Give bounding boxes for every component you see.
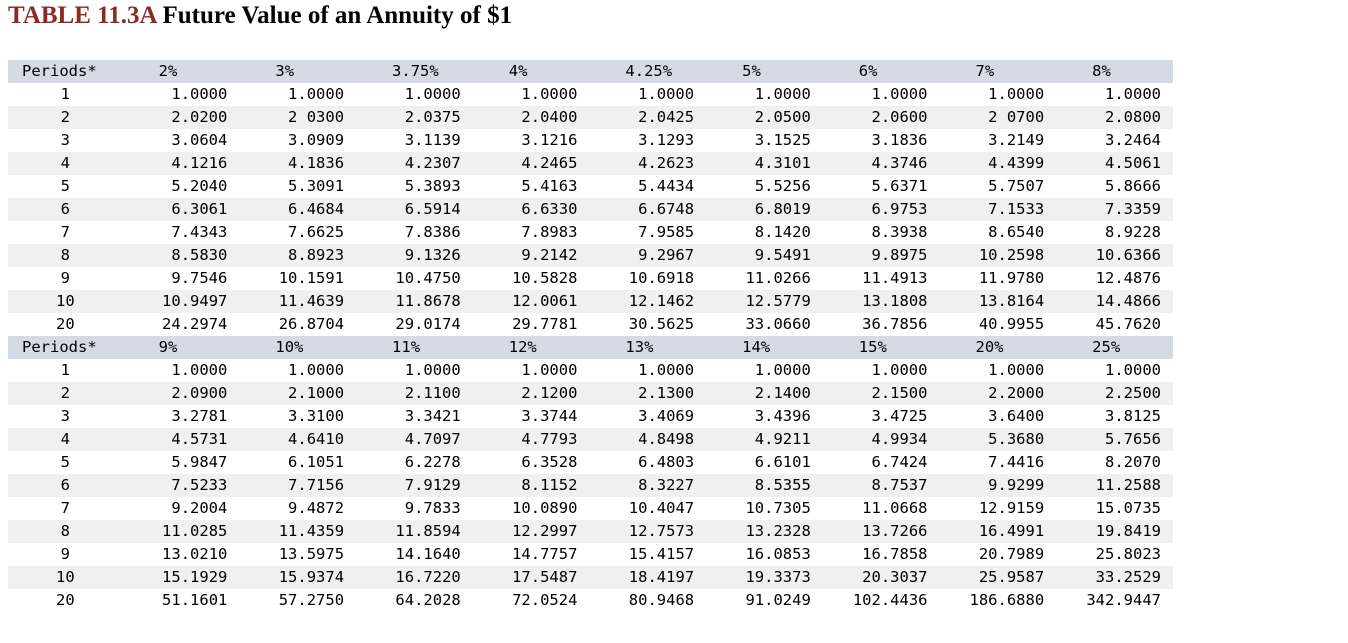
value-cell: 6.3528 bbox=[521, 453, 578, 471]
value-cell: 2.0375 bbox=[356, 106, 473, 129]
value-cell: 10.5828 bbox=[512, 269, 578, 287]
value-cell: 15.0735 bbox=[1095, 499, 1161, 517]
value-cell: 8.3938 bbox=[871, 223, 928, 241]
value-cell: 7.9585 bbox=[638, 223, 695, 241]
value-cell: 6.4684 bbox=[239, 198, 356, 221]
header-row bbox=[8, 60, 1173, 83]
value-cell: 8.7537 bbox=[823, 474, 940, 497]
table-title bbox=[8, 2, 512, 30]
value-cell: 3.1293 bbox=[638, 131, 695, 149]
value-cell: 24.2974 bbox=[162, 315, 228, 333]
value-cell: 3.2781 bbox=[171, 407, 228, 425]
value-cell: 4.3101 bbox=[706, 152, 823, 175]
value-cell: 10.4047 bbox=[628, 499, 695, 517]
table-number-label: TABLE 11.3A bbox=[8, 2, 157, 29]
value-cell: 16.4991 bbox=[939, 520, 1056, 543]
value-cell: 5.5256 bbox=[754, 177, 811, 195]
value-cell: 17.5487 bbox=[473, 566, 590, 589]
value-cell: 10.6366 bbox=[1056, 244, 1173, 267]
value-cell: 9.2004 bbox=[171, 499, 228, 517]
value-cell: 102.4436 bbox=[852, 591, 928, 609]
value-cell: 2.0800 bbox=[1056, 106, 1173, 129]
value-cell: 13.2328 bbox=[706, 520, 823, 543]
value-cell: 10.4750 bbox=[395, 269, 461, 287]
value-cell: 6.9753 bbox=[823, 198, 940, 221]
value-cell: 7.5233 bbox=[123, 474, 240, 497]
value-cell: 16.0853 bbox=[745, 545, 811, 563]
period-cell: 20 bbox=[56, 591, 75, 609]
value-cell: 11.0285 bbox=[123, 520, 240, 543]
value-cell: 13.5975 bbox=[278, 545, 345, 563]
value-cell: 1.0000 bbox=[288, 361, 345, 379]
table-row bbox=[8, 267, 1173, 290]
rate-header: 25% bbox=[1056, 336, 1173, 359]
value-cell: 5.7656 bbox=[1056, 428, 1173, 451]
value-cell: 80.9468 bbox=[628, 591, 695, 609]
table-row bbox=[8, 290, 1173, 313]
value-cell: 7.8983 bbox=[521, 223, 578, 241]
rate-header: 3.75% bbox=[356, 60, 473, 83]
value-cell: 4.2307 bbox=[356, 152, 473, 175]
value-cell: 5.8666 bbox=[1105, 177, 1161, 195]
value-cell: 3.4069 bbox=[638, 407, 695, 425]
period-cell: 9 bbox=[60, 269, 70, 287]
value-cell: 15.4157 bbox=[628, 545, 695, 563]
rate-header: 14% bbox=[706, 336, 823, 359]
value-cell: 5.2040 bbox=[171, 177, 228, 195]
value-cell: 4.3746 bbox=[823, 152, 940, 175]
value-cell: 8.2070 bbox=[1105, 453, 1161, 471]
value-cell: 3.2149 bbox=[988, 131, 1045, 149]
value-cell: 25.9587 bbox=[939, 566, 1056, 589]
value-cell: 14.4866 bbox=[1056, 290, 1173, 313]
value-cell: 36.7856 bbox=[862, 315, 928, 333]
table-row bbox=[8, 451, 1173, 474]
value-cell: 30.5625 bbox=[628, 315, 695, 333]
value-cell: 6.7424 bbox=[871, 453, 928, 471]
value-cell: 8.5830 bbox=[123, 244, 240, 267]
value-cell: 5.7507 bbox=[988, 177, 1045, 195]
period-cell: 5 bbox=[60, 177, 70, 195]
annuity-table bbox=[8, 60, 1173, 612]
value-cell: 3.1139 bbox=[404, 131, 461, 149]
value-cell: 4.7097 bbox=[356, 428, 473, 451]
value-cell: 2 0300 bbox=[239, 106, 356, 129]
value-cell: 3.6400 bbox=[988, 407, 1045, 425]
period-cell: 20 bbox=[56, 315, 75, 333]
rate-header: 7% bbox=[939, 60, 1056, 83]
value-cell: 1.0000 bbox=[521, 85, 578, 103]
value-cell: 4.4399 bbox=[939, 152, 1056, 175]
rate-header: 11% bbox=[356, 336, 473, 359]
period-cell: 7 bbox=[60, 223, 70, 241]
value-cell: 4.5061 bbox=[1056, 152, 1173, 175]
value-cell: 9.1326 bbox=[356, 244, 473, 267]
value-cell: 9.4872 bbox=[288, 499, 345, 517]
table-row bbox=[8, 474, 1173, 497]
value-cell: 3.4396 bbox=[754, 407, 811, 425]
value-cell: 40.9955 bbox=[978, 315, 1045, 333]
value-cell: 3.1836 bbox=[871, 131, 928, 149]
value-cell: 9.5491 bbox=[706, 244, 823, 267]
value-cell: 9.7546 bbox=[171, 269, 228, 287]
table-row bbox=[8, 382, 1173, 405]
value-cell: 11.2588 bbox=[1056, 474, 1173, 497]
value-cell: 6.3061 bbox=[123, 198, 240, 221]
rate-header: 9% bbox=[123, 336, 240, 359]
value-cell: 20.7989 bbox=[978, 545, 1045, 563]
table-row bbox=[8, 129, 1173, 152]
value-cell: 13.0210 bbox=[162, 545, 228, 563]
value-cell: 11.4359 bbox=[239, 520, 356, 543]
value-cell: 10.0890 bbox=[512, 499, 578, 517]
value-cell: 4.2623 bbox=[589, 152, 706, 175]
value-cell: 4.8498 bbox=[589, 428, 706, 451]
value-cell: 7.1533 bbox=[939, 198, 1056, 221]
value-cell: 14.7757 bbox=[512, 545, 578, 563]
value-cell: 7.8386 bbox=[404, 223, 461, 241]
value-cell: 6.6101 bbox=[754, 453, 811, 471]
value-cell: 16.7858 bbox=[862, 545, 928, 563]
table-row bbox=[8, 106, 1173, 129]
value-cell: 2.0600 bbox=[823, 106, 940, 129]
value-cell: 2.1500 bbox=[823, 382, 940, 405]
value-cell: 2.2000 bbox=[939, 382, 1056, 405]
value-cell: 16.7220 bbox=[356, 566, 473, 589]
value-cell: 1.0000 bbox=[288, 85, 345, 103]
value-cell: 1.0000 bbox=[404, 85, 461, 103]
value-cell: 91.0249 bbox=[745, 591, 811, 609]
value-cell: 2.2500 bbox=[1056, 382, 1173, 405]
table-row bbox=[8, 198, 1173, 221]
value-cell: 8.1420 bbox=[754, 223, 811, 241]
value-cell: 186.6880 bbox=[969, 591, 1045, 609]
value-cell: 4.7793 bbox=[473, 428, 590, 451]
value-cell: 5.3680 bbox=[939, 428, 1056, 451]
value-cell: 6.6330 bbox=[473, 198, 590, 221]
value-cell: 18.4197 bbox=[589, 566, 706, 589]
value-cell: 13.1808 bbox=[823, 290, 940, 313]
value-cell: 3.4725 bbox=[871, 407, 928, 425]
value-cell: 1.0000 bbox=[754, 361, 811, 379]
table-row bbox=[8, 543, 1173, 566]
value-cell: 25.8023 bbox=[1095, 545, 1161, 563]
period-cell: 7 bbox=[60, 499, 70, 517]
value-cell: 7.7156 bbox=[239, 474, 356, 497]
value-cell: 12.9159 bbox=[978, 499, 1045, 517]
value-cell: 10.2598 bbox=[939, 244, 1056, 267]
value-cell: 2.1300 bbox=[589, 382, 706, 405]
rate-header: 6% bbox=[823, 60, 940, 83]
value-cell: 5.9847 bbox=[171, 453, 228, 471]
value-cell: 33.0660 bbox=[745, 315, 811, 333]
value-cell: 5.3091 bbox=[288, 177, 345, 195]
value-cell: 6.6748 bbox=[589, 198, 706, 221]
periods-header: Periods* bbox=[8, 336, 123, 359]
period-cell: 1 bbox=[60, 85, 70, 103]
period-cell: 4 bbox=[8, 428, 123, 451]
period-cell: 8 bbox=[8, 520, 123, 543]
value-cell: 2.1000 bbox=[239, 382, 356, 405]
value-cell: 4.5731 bbox=[123, 428, 240, 451]
rate-header: 4.25% bbox=[589, 60, 706, 83]
table-row bbox=[8, 175, 1173, 198]
value-cell: 11.8678 bbox=[356, 290, 473, 313]
value-cell: 6.4803 bbox=[638, 453, 695, 471]
value-cell: 12.1462 bbox=[589, 290, 706, 313]
rate-header: 20% bbox=[939, 336, 1056, 359]
value-cell: 7.4343 bbox=[171, 223, 228, 241]
table-row bbox=[8, 152, 1173, 175]
period-cell: 1 bbox=[60, 361, 70, 379]
value-cell: 3.1216 bbox=[521, 131, 578, 149]
value-cell: 7.9129 bbox=[356, 474, 473, 497]
value-cell: 9.2142 bbox=[473, 244, 590, 267]
value-cell: 11.4639 bbox=[239, 290, 356, 313]
value-cell: 2.0200 bbox=[123, 106, 240, 129]
value-cell: 1.0000 bbox=[521, 361, 578, 379]
value-cell: 2.1200 bbox=[473, 382, 590, 405]
table-row bbox=[8, 405, 1173, 428]
value-cell: 4.6410 bbox=[239, 428, 356, 451]
value-cell: 1.0000 bbox=[871, 361, 928, 379]
value-cell: 5.4163 bbox=[521, 177, 578, 195]
table-row bbox=[8, 589, 1173, 612]
value-cell: 7.6625 bbox=[288, 223, 345, 241]
value-cell: 4.1836 bbox=[239, 152, 356, 175]
value-cell: 10.1591 bbox=[278, 269, 345, 287]
value-cell: 64.2028 bbox=[395, 591, 461, 609]
value-cell: 1.0000 bbox=[754, 85, 811, 103]
value-cell: 342.9447 bbox=[1086, 591, 1161, 609]
value-cell: 72.0524 bbox=[512, 591, 578, 609]
table-row bbox=[8, 497, 1173, 520]
value-cell: 2.0425 bbox=[589, 106, 706, 129]
value-cell: 7.4416 bbox=[988, 453, 1045, 471]
value-cell: 1.0000 bbox=[1105, 361, 1161, 379]
rate-header: 3% bbox=[239, 60, 356, 83]
table-row bbox=[8, 221, 1173, 244]
value-cell: 2.0500 bbox=[706, 106, 823, 129]
value-cell: 4.9934 bbox=[823, 428, 940, 451]
value-cell: 12.5779 bbox=[706, 290, 823, 313]
table-row bbox=[8, 359, 1173, 382]
value-cell: 13.8164 bbox=[939, 290, 1056, 313]
value-cell: 33.2529 bbox=[1056, 566, 1173, 589]
value-cell: 11.0266 bbox=[745, 269, 811, 287]
value-cell: 1.0000 bbox=[988, 85, 1045, 103]
value-cell: 3.3421 bbox=[404, 407, 461, 425]
value-cell: 10.9497 bbox=[123, 290, 240, 313]
value-cell: 10.6918 bbox=[628, 269, 695, 287]
rate-header: 10% bbox=[239, 336, 356, 359]
value-cell: 3.2464 bbox=[1105, 131, 1161, 149]
value-cell: 45.7620 bbox=[1095, 315, 1161, 333]
rate-header: 2% bbox=[123, 60, 240, 83]
rate-header: 5% bbox=[706, 60, 823, 83]
period-cell: 2 bbox=[8, 106, 123, 129]
value-cell: 11.4913 bbox=[862, 269, 928, 287]
value-cell: 4.9211 bbox=[706, 428, 823, 451]
value-cell: 1.0000 bbox=[871, 85, 928, 103]
value-cell: 11.9780 bbox=[978, 269, 1045, 287]
period-cell: 3 bbox=[60, 407, 70, 425]
value-cell: 1.0000 bbox=[1105, 85, 1161, 103]
period-cell: 8 bbox=[8, 244, 123, 267]
value-cell: 3.1525 bbox=[754, 131, 811, 149]
value-cell: 6.1051 bbox=[288, 453, 345, 471]
rate-header: 8% bbox=[1056, 60, 1173, 83]
value-cell: 2 0700 bbox=[939, 106, 1056, 129]
period-cell: 2 bbox=[8, 382, 123, 405]
period-cell: 3 bbox=[60, 131, 70, 149]
value-cell: 57.2750 bbox=[278, 591, 345, 609]
value-cell: 15.9374 bbox=[239, 566, 356, 589]
value-cell: 8.3227 bbox=[589, 474, 706, 497]
value-cell: 2.1100 bbox=[356, 382, 473, 405]
value-cell: 1.0000 bbox=[638, 361, 695, 379]
value-cell: 3.3100 bbox=[288, 407, 345, 425]
value-cell: 12.2997 bbox=[473, 520, 590, 543]
value-cell: 3.8125 bbox=[1105, 407, 1161, 425]
value-cell: 14.1640 bbox=[395, 545, 461, 563]
value-cell: 3.0604 bbox=[171, 131, 228, 149]
value-cell: 9.9299 bbox=[939, 474, 1056, 497]
rate-header: 4% bbox=[473, 60, 590, 83]
value-cell: 8.5355 bbox=[706, 474, 823, 497]
value-cell: 9.8975 bbox=[823, 244, 940, 267]
periods-header: Periods* bbox=[8, 60, 123, 83]
value-cell: 1.0000 bbox=[638, 85, 695, 103]
table-row bbox=[8, 313, 1173, 336]
value-cell: 2.1400 bbox=[706, 382, 823, 405]
value-cell: 19.8419 bbox=[1056, 520, 1173, 543]
table-row bbox=[8, 566, 1173, 589]
rate-header: 15% bbox=[823, 336, 940, 359]
value-cell: 1.0000 bbox=[171, 85, 228, 103]
value-cell: 19.3373 bbox=[706, 566, 823, 589]
period-cell: 6 bbox=[8, 474, 123, 497]
value-cell: 29.7781 bbox=[512, 315, 578, 333]
value-cell: 7.3359 bbox=[1056, 198, 1173, 221]
value-cell: 8.6540 bbox=[988, 223, 1045, 241]
value-cell: 29.0174 bbox=[395, 315, 461, 333]
value-cell: 1.0000 bbox=[404, 361, 461, 379]
value-cell: 11.8594 bbox=[356, 520, 473, 543]
value-cell: 5.4434 bbox=[638, 177, 695, 195]
header-row bbox=[8, 336, 1173, 359]
value-cell: 12.7573 bbox=[589, 520, 706, 543]
value-cell: 2.0400 bbox=[473, 106, 590, 129]
value-cell: 10.7305 bbox=[745, 499, 811, 517]
value-cell: 12.0061 bbox=[473, 290, 590, 313]
value-cell: 1.0000 bbox=[988, 361, 1045, 379]
value-cell: 3.0909 bbox=[288, 131, 345, 149]
value-cell: 20.3037 bbox=[823, 566, 940, 589]
value-cell: 12.4876 bbox=[1095, 269, 1161, 287]
value-cell: 8.8923 bbox=[239, 244, 356, 267]
value-cell: 51.1601 bbox=[162, 591, 228, 609]
value-cell: 2.0900 bbox=[123, 382, 240, 405]
table-row bbox=[8, 244, 1173, 267]
value-cell: 6.2278 bbox=[404, 453, 461, 471]
value-cell: 8.1152 bbox=[473, 474, 590, 497]
period-cell: 10 bbox=[8, 290, 123, 313]
value-cell: 13.7266 bbox=[823, 520, 940, 543]
table-row bbox=[8, 520, 1173, 543]
value-cell: 4.1216 bbox=[123, 152, 240, 175]
rate-header: 12% bbox=[473, 336, 590, 359]
value-cell: 6.8019 bbox=[706, 198, 823, 221]
value-cell: 5.3893 bbox=[404, 177, 461, 195]
table-row bbox=[8, 83, 1173, 106]
value-cell: 5.6371 bbox=[871, 177, 928, 195]
table-row bbox=[8, 428, 1173, 451]
period-cell: 4 bbox=[8, 152, 123, 175]
period-cell: 9 bbox=[60, 545, 70, 563]
value-cell: 9.2967 bbox=[589, 244, 706, 267]
table-title-text: Future Value of an Annuity of $1 bbox=[162, 2, 513, 29]
value-cell: 15.1929 bbox=[123, 566, 240, 589]
value-cell: 9.7833 bbox=[404, 499, 461, 517]
period-cell: 6 bbox=[8, 198, 123, 221]
value-cell: 8.9228 bbox=[1105, 223, 1161, 241]
value-cell: 11.0668 bbox=[862, 499, 928, 517]
annuity-table-body bbox=[8, 60, 1173, 612]
value-cell: 6.5914 bbox=[356, 198, 473, 221]
period-cell: 5 bbox=[60, 453, 70, 471]
value-cell: 26.8704 bbox=[278, 315, 345, 333]
value-cell: 3.3744 bbox=[521, 407, 578, 425]
period-cell: 10 bbox=[8, 566, 123, 589]
value-cell: 1.0000 bbox=[171, 361, 228, 379]
rate-header: 13% bbox=[589, 336, 706, 359]
value-cell: 4.2465 bbox=[473, 152, 590, 175]
